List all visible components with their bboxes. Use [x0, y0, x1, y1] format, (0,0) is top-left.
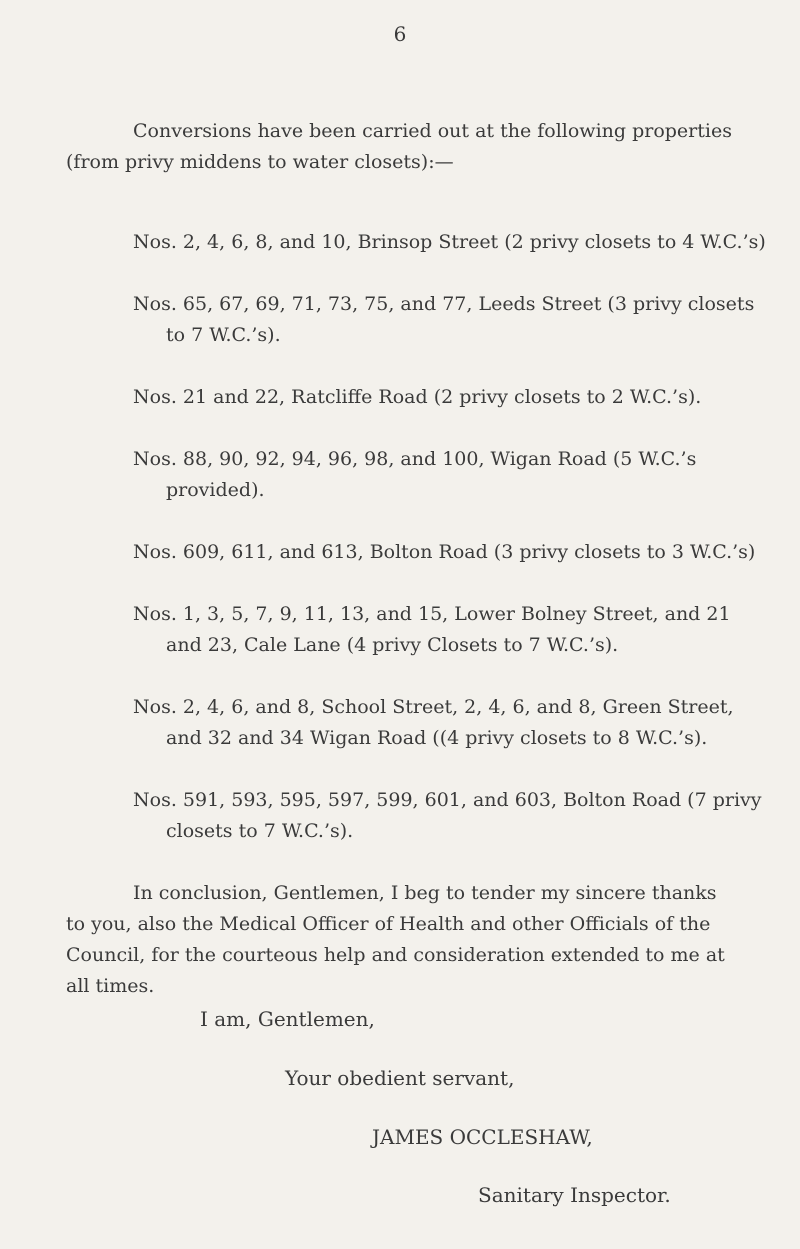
property-entry: Nos. 2, 4, 6, and 8, School Street, 2, 4, 6, and 8, Green Street, and 32 and 34 Wigan Road ((4 privy closets to 8 W.C.’s). [133, 696, 734, 749]
signatory-name: JAMES OCCLESHAW, [372, 1125, 593, 1149]
property-entry: Nos. 591, 593, 595, 597, 599, 601, and 603, Bolton Road (7 privy closets to 7 W.C.’s). [133, 789, 762, 842]
property-entry: Nos. 88, 90, 92, 94, 96, 98, and 100, Wigan Road (5 W.C.’s provided). [133, 448, 697, 501]
salutation: I am, Gentlemen, [200, 1007, 375, 1031]
property-entry: Nos. 21 and 22, Ratcliffe Road (2 privy closets to 2 W.C.’s). [133, 386, 702, 408]
signatory-title: Sanitary Inspector. [478, 1183, 671, 1207]
property-entry: Nos. 1, 3, 5, 7, 9, 11, 13, and 15, Lower Bolney Street, and 21 and 23, Cale Lane (4 privy Closets to 7 W.C.’s). [133, 603, 731, 656]
property-entry: Nos. 609, 611, and 613, Bolton Road (3 privy closets to 3 W.C.’s) [133, 541, 756, 563]
valediction: Your obedient servant, [285, 1066, 515, 1090]
property-entry: Nos. 2, 4, 6, 8, and 10, Brinsop Street (2 privy closets to 4 W.C.’s) [133, 231, 766, 253]
page-number: 6 [393, 22, 407, 46]
property-entry: Nos. 65, 67, 69, 71, 73, 75, and 77, Leeds Street (3 privy closets to 7 W.C.’s). [133, 293, 755, 346]
intro-paragraph: Conversions have been carried out at the following properties (from privy middens to water closets):— [66, 120, 732, 173]
conclusion-paragraph: In conclusion, Gentlemen, I beg to tender my sincere thanks to you, also the Medical Officer of Health and other Officials of the Council, for the courteous help and consideration extended to me at all times. [66, 882, 725, 997]
